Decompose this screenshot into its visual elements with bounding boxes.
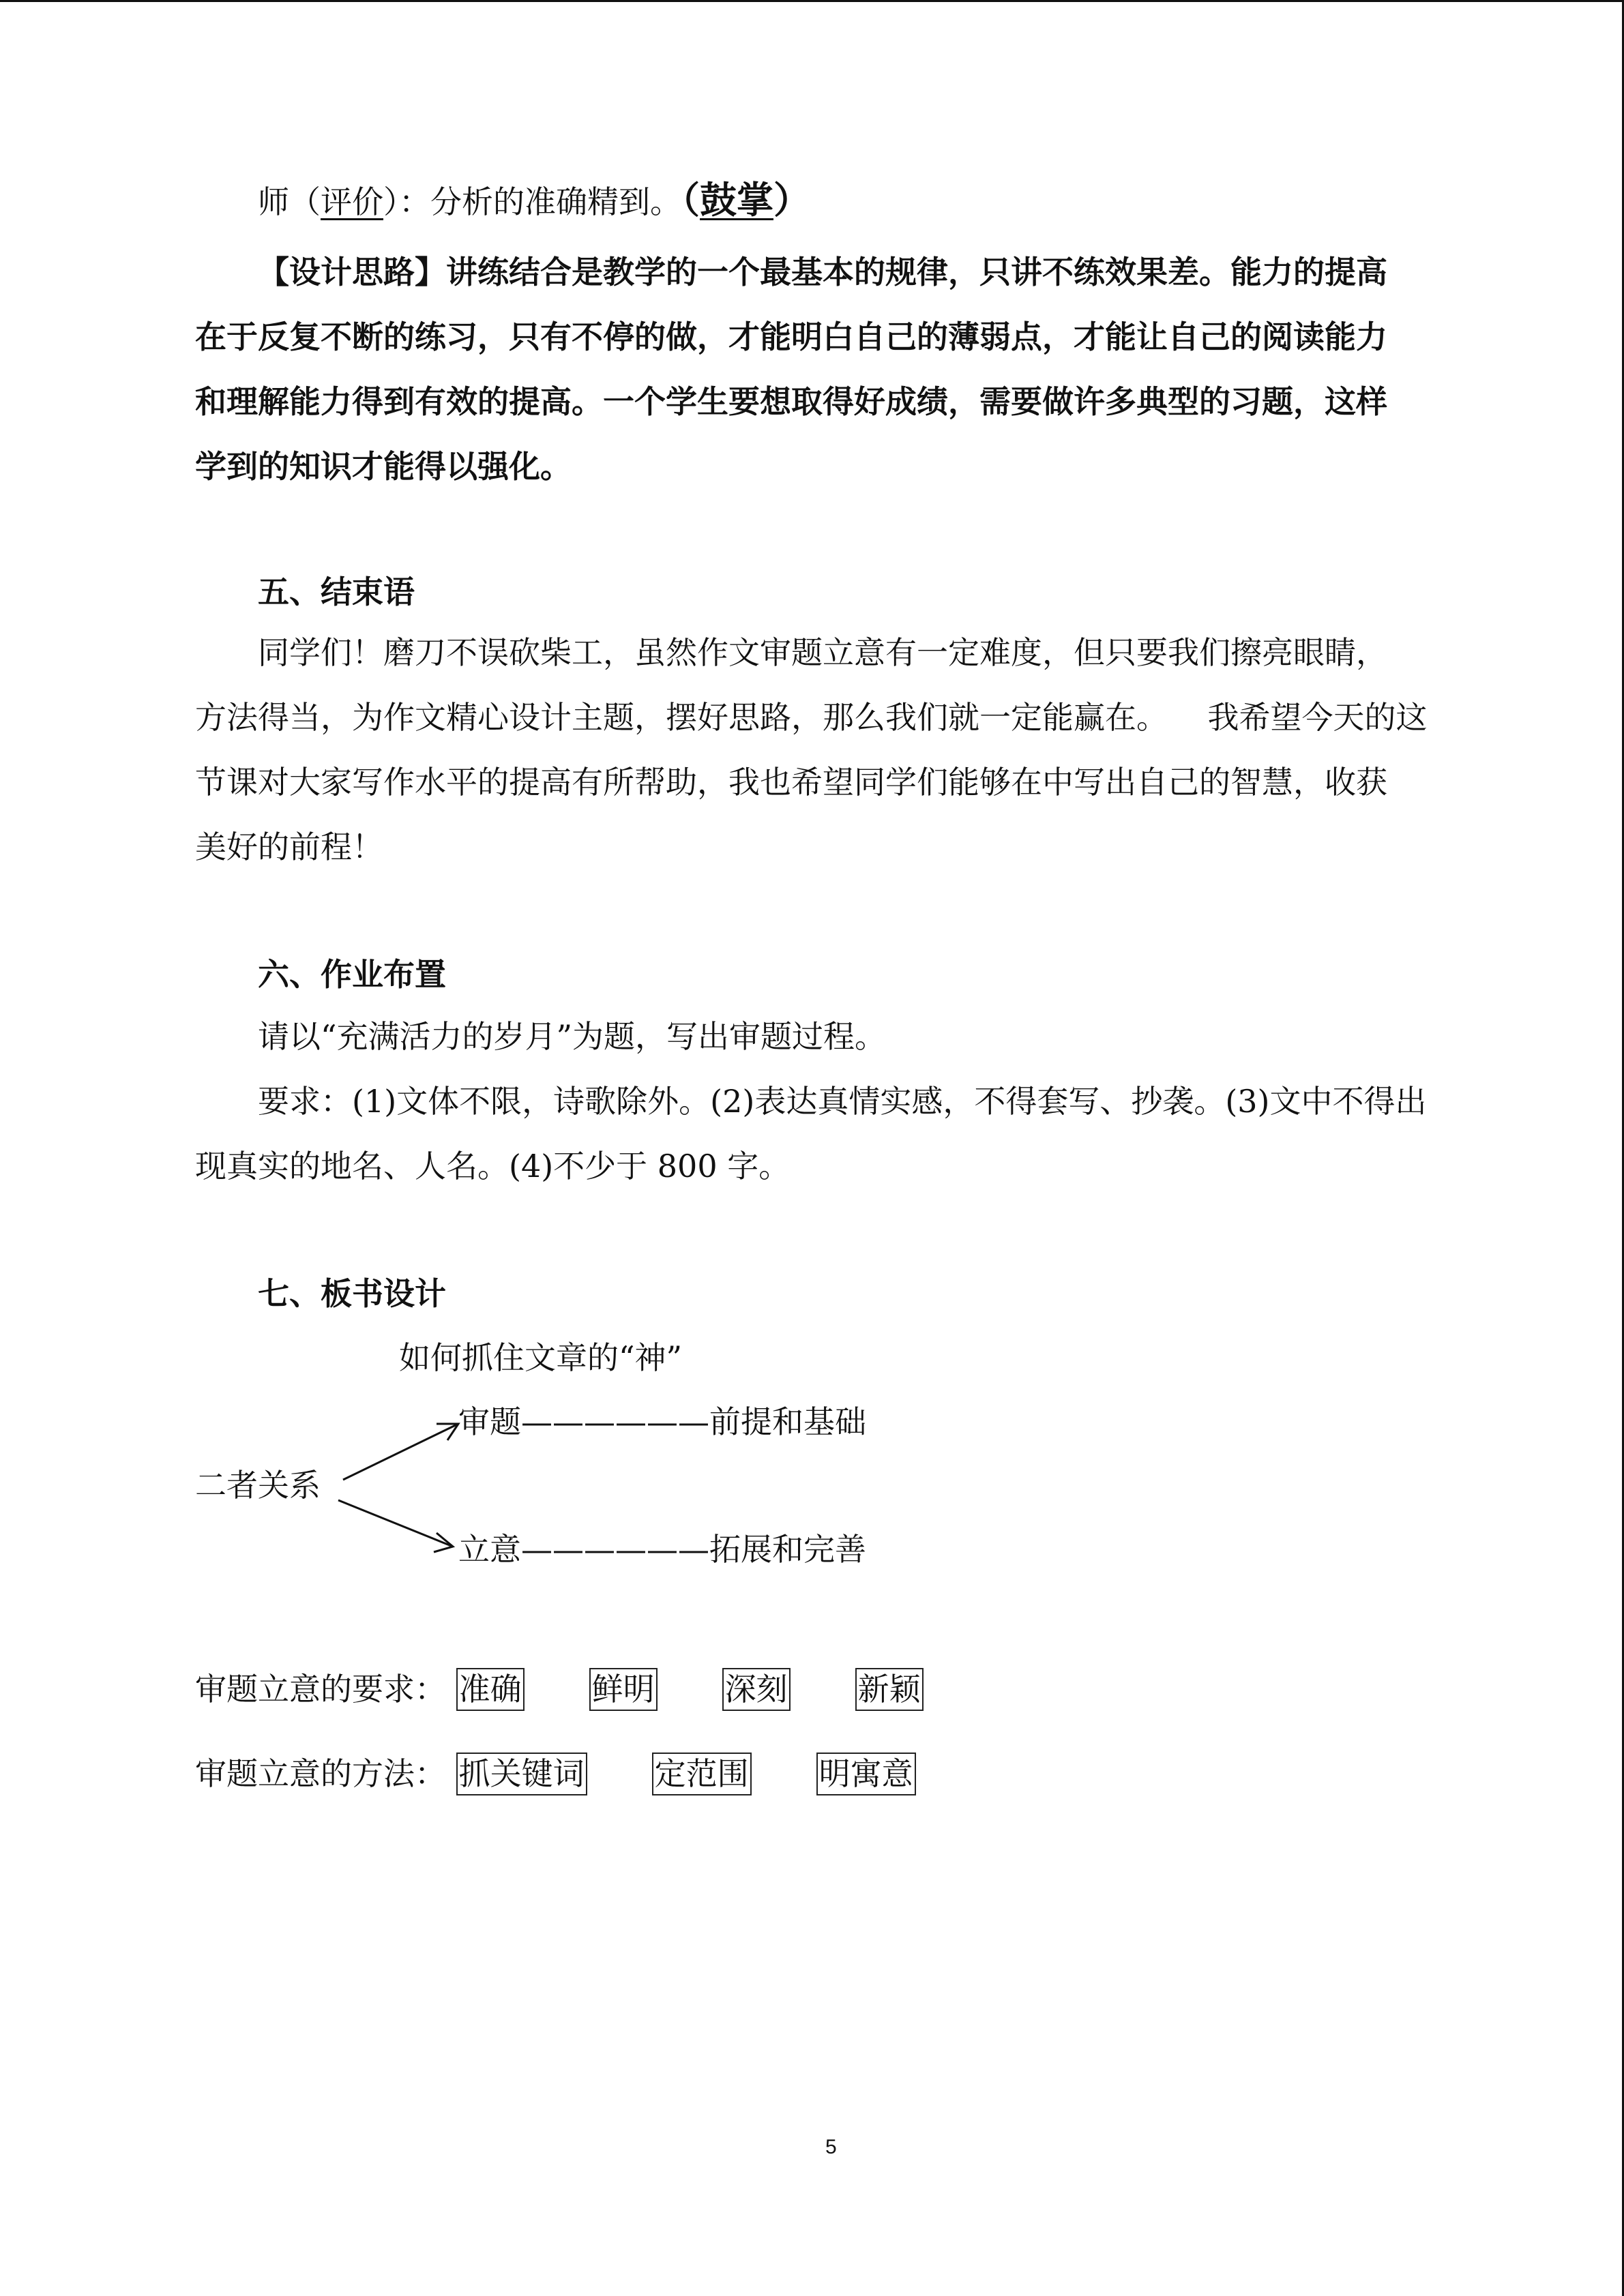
section-5-line-2: 方法得当，为作文精心设计主题，摆好思路，那么我们就一定能赢在。 我希望今天的这 [195, 699, 1428, 736]
design-idea-line-2: 在于反复不断的练习，只有不停的做，才能明白自己的薄弱点，才能让自己的阅读能力 [195, 318, 1387, 355]
section-5-heading: 五、结束语 [258, 573, 415, 610]
section-6-line-1: 请以“充满活力的岁月”为题，写出审题过程。 [258, 1018, 887, 1055]
board-title: 如何抓住文章的“神” [399, 1339, 683, 1376]
applause-open-paren: （ [681, 178, 700, 222]
section-7-heading: 七、板书设计 [258, 1275, 446, 1312]
methods-boxes [446, 1755, 916, 1792]
design-idea-line-1-text: 讲练结合是教学的一个最基本的规律，只讲不练效果差。能力的提高 [446, 254, 1387, 290]
evaluation-word: 评价 [321, 183, 383, 220]
requirement-box-accurate: 准确 [456, 1668, 525, 1711]
evaluation-middle: ）：分析的准确精到。 [383, 183, 681, 220]
requirements-label: 审题立意的要求： [195, 1671, 446, 1708]
section-5-line-4: 美好的前程！ [195, 829, 383, 865]
board-branch-bottom: 立意——————拓展和完善 [458, 1531, 866, 1568]
requirement-box-profound: 深刻 [722, 1668, 791, 1711]
method-box-scope: 定范围 [652, 1753, 752, 1795]
design-idea-line-3: 和理解能力得到有效的提高。一个学生要想取得好成绩，需要做许多典型的习题，这样 [195, 383, 1387, 420]
evaluation-prefix: 师（ [258, 183, 321, 220]
board-branch-top: 审题——————前提和基础 [458, 1403, 866, 1440]
design-idea-line-4: 学到的知识才能得以强化。 [195, 448, 572, 485]
board-relation-label: 二者关系 [195, 1467, 321, 1504]
requirement-box-novel: 新颖 [855, 1668, 924, 1711]
section-5-line-1: 同学们！磨刀不误砍柴工，虽然作文审题立意有一定难度，但只要我们擦亮眼睛， [258, 634, 1387, 671]
design-idea-title: 【设计思路】 [258, 254, 446, 290]
applause-word: 鼓掌 [700, 178, 773, 222]
section-5-line-3: 节课对大家写作水平的提高有所帮助，我也希望同学们能够在中写出自己的智慧，收获 [195, 764, 1387, 801]
method-box-keywords: 抓关键词 [456, 1753, 587, 1795]
requirements-boxes [446, 1671, 924, 1708]
arrow-to-bottom-branch [338, 1500, 453, 1552]
section-6-heading: 六、作业布置 [258, 956, 446, 993]
methods-row [195, 1753, 916, 1795]
methods-label: 审题立意的方法： [195, 1755, 446, 1792]
section-6-line-2: 要求：(1)文体不限，诗歌除外。(2)表达真情实感，不得套写、抄袭。(3)文中不得出 [258, 1083, 1427, 1120]
requirements-row [195, 1668, 924, 1711]
requirement-box-distinct: 鲜明 [589, 1668, 658, 1711]
section-6-line-3: 现真实的地名、人名。(4)不少于 800 字。 [195, 1148, 791, 1184]
method-box-implication: 明寓意 [816, 1753, 916, 1795]
applause-close-paren: ） [773, 178, 810, 222]
arrow-to-top-branch [343, 1424, 458, 1480]
page-number: 5 [825, 2136, 837, 2158]
